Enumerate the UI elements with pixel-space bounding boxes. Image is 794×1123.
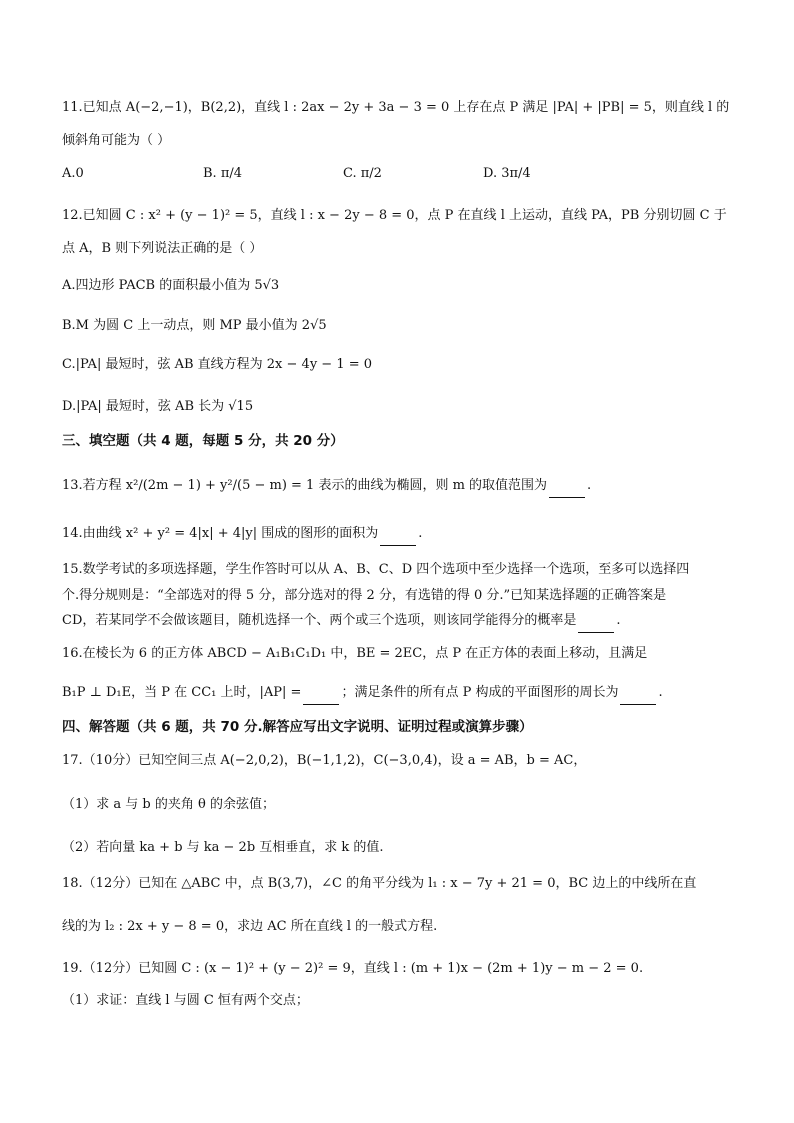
q12-option-b: B.M 为圆 C 上一动点，则 MP 最小值为 2√5 [62,318,327,333]
section-3-heading: 三、填空题（共 4 题，每题 5 分，共 20 分） [62,433,344,449]
q12-line1: 12.已知圆 C : x² + (y − 1)² = 5，直线 l : x − 2y − 8 = 0，点 P 在直线 l 上运动，直线 PA，PB 分别切圆 C 于 [62,208,727,223]
q15-line3 [62,610,734,633]
q14-before: 14.由曲线 x² + y² = 4|x| + 4|y| 围成的图形的面积为 [62,526,379,541]
q13-after: . [587,478,592,493]
q11-option-b: B. π/4 [203,166,243,181]
section-4-heading: 四、解答题（共 6 题，共 70 分.解答应写出文字说明、证明过程或演算步骤） [62,719,533,735]
q12-line2: 点 A，B 则下列说法正确的是（ ） [62,241,263,256]
q16-answer-blank-1[interactable] [303,682,339,705]
q14-text [62,523,734,546]
q12-option-c: C.|PA| 最短时，弦 AB 直线方程为 2x − 4y − 1 = 0 [62,357,373,372]
q11-option-c: C. π/2 [343,166,382,181]
q15-line2: 个.得分规则是：“全部选对的得 5 分，部分选对的得 2 分，有选错的得 0 分.”已知某选择题的正确答案是 [62,588,667,603]
q11-line1: 11.已知点 A(−2,−1)，B(2,2)，直线 l : 2ax − 2y + 3a − 3 = 0 上存在点 P 满足 |PA| + |PB| = 5，则直线 l 的 [62,100,730,115]
q18-line1: 18.（12分）已知在 △ABC 中，点 B(3,7)，∠C 的角平分线为 l₁ : x − 7y + 21 = 0，BC 边上的中线所在直 [62,876,697,891]
q15-line1: 15.数学考试的多项选择题，学生作答时可以从 A、B、C、D 四个选项中至少选择一个选项，至多可以选择四 [62,562,690,577]
q16-line2-a: B₁P ⊥ D₁E，当 P 在 CC₁ 上时，|AP| = [62,685,302,700]
q13-answer-blank[interactable] [549,475,585,498]
q14-answer-blank[interactable] [380,523,416,546]
q15-line3-after: . [616,613,621,628]
q12-option-d: D.|PA| 最短时，弦 AB 长为 √15 [62,399,254,414]
q18-line2: 线的为 l₂ : 2x + y − 8 = 0，求边 AC 所在直线 l 的一般式方程. [62,919,438,934]
q16-answer-blank-2[interactable] [620,682,656,705]
q17-part2: （2）若向量 ka + b 与 ka − 2b 互相垂直，求 k 的值. [62,840,384,855]
q16-line2-b: ；满足条件的所有点 P 构成的平面图形的周长为 [341,685,619,700]
q16-line2 [62,682,734,705]
q19-part1: （1）求证：直线 l 与圆 C 恒有两个交点； [62,993,309,1008]
q12-option-a: A.四边形 PACB 的面积最小值为 5√3 [62,278,280,293]
q11-option-d: D. 3π/4 [483,166,531,181]
q11-line2: 倾斜角可能为（ ） [62,133,171,148]
q16-line1: 16.在棱长为 6 的正方体 ABCD − A₁B₁C₁D₁ 中，BE = 2EC，点 P 在正方体的表面上移动，且满足 [62,646,648,661]
q19-line1: 19.（12分）已知圆 C : (x − 1)² + (y − 2)² = 9，直线 l : (m + 1)x − (2m + 1)y − m − 2 = 0. [62,961,644,976]
q15-line3-before: CD，若某同学不会做该题目，随机选择一个、两个或三个选项，则该同学能得分的概率是 [62,613,577,628]
q13-text [62,475,734,498]
q17-part1: （1）求 a 与 b 的夹角 θ 的余弦值； [62,797,275,812]
q11-option-a: A.0 [62,166,84,181]
q14-after: . [418,526,423,541]
q13-before: 13.若方程 x²/(2m − 1) + y²/(5 − m) = 1 表示的曲线为椭圆，则 m 的取值范围为 [62,478,548,493]
q15-answer-blank[interactable] [578,610,614,633]
q17-line1: 17.（10分）已知空间三点 A(−2,0,2)，B(−1,1,2)，C(−3,0,4)，设 a = AB，b = AC， [62,753,587,768]
q16-line2-c: . [658,685,663,700]
